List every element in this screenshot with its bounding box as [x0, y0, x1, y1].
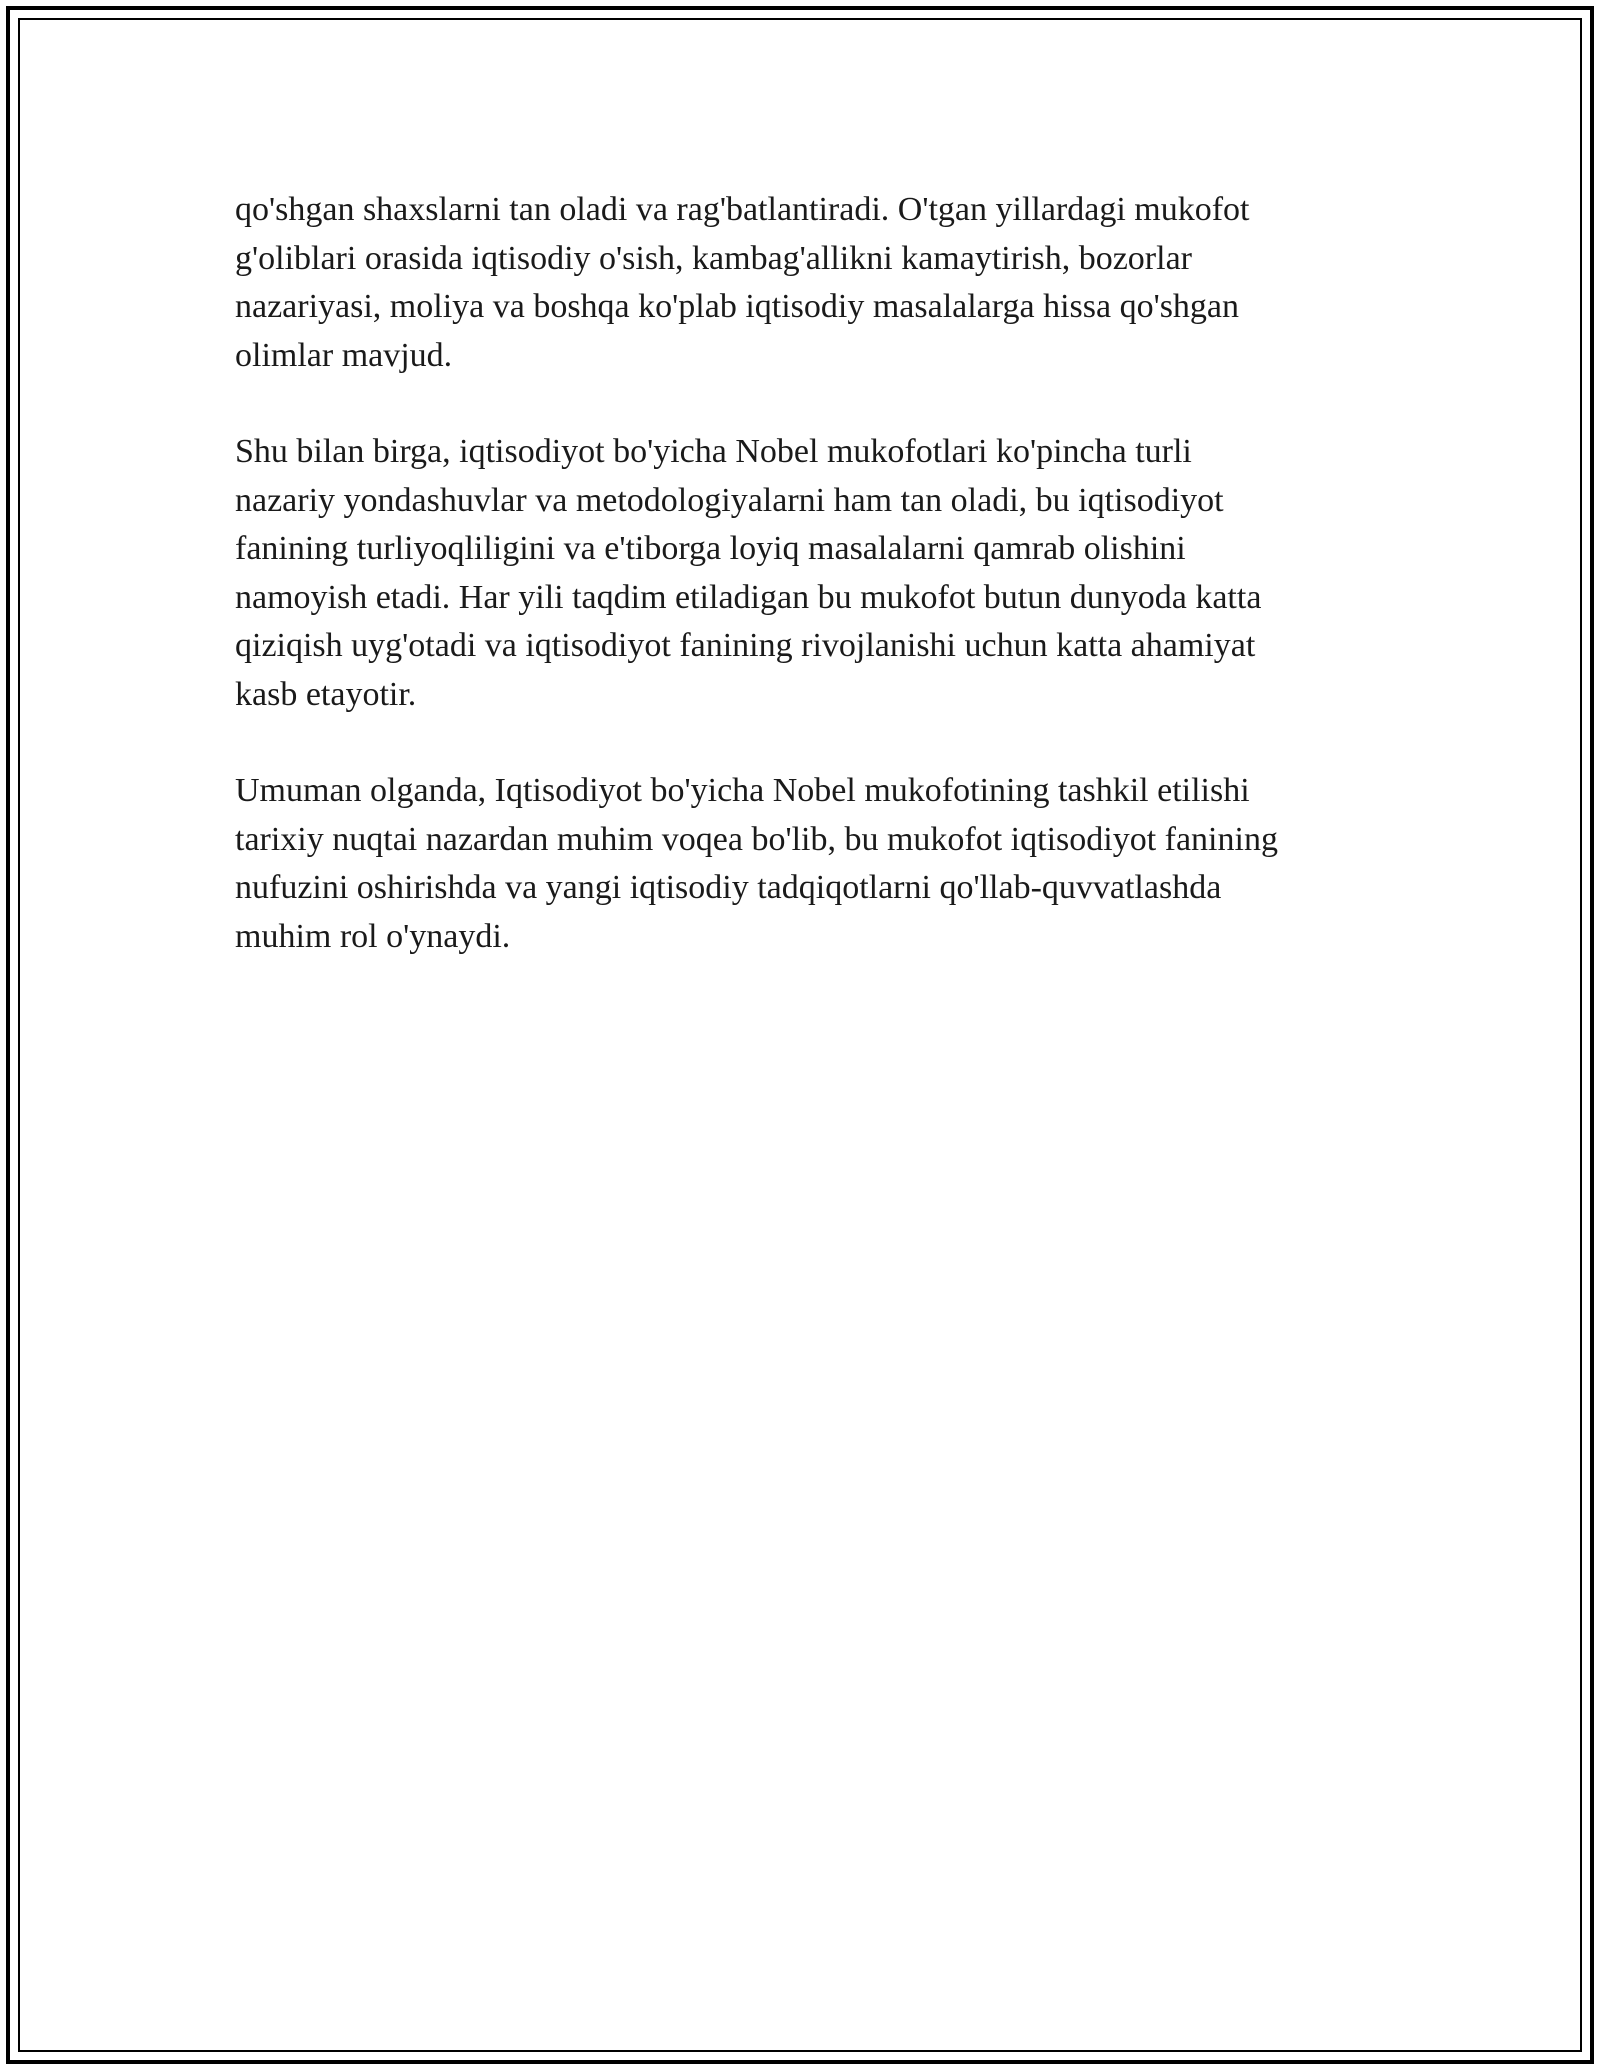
document-body	[235, 186, 1385, 1009]
paragraph-1: qo'shgan shaxslarni tan oladi va rag'batlantiradi. O'tgan yillardagi mukofot g'oliblari orasida iqtisodiy o'sish, kambag'allikni kamaytirish, bozorlar nazariyasi, moliya va boshqa ko'plab iqtisodiy masalalarga hissa qo'shgan olimlar mavjud.	[235, 191, 1250, 374]
paragraph-2: Shu bilan birga, iqtisodiyot bo'yicha Nobel mukofotlari ko'pincha turli nazariy yondashuvlar va metodologiyalarni ham tan oladi, bu iqtisodiyot fanining turliyoqliligini va e'tiborga loyiq masalalarni qamrab olishini namoyish etadi. Har yili taqdim etiladigan bu mukofot butun dunyoda katta qiziqish uyg'otadi va iqtisodiyot fanining rivojlanishi uchun katta ahamiyat kasb etayotir.	[235, 433, 1262, 713]
paragraph-3: Umuman olganda, Iqtisodiyot bo'yicha Nobel mukofotining tashkil etilishi tarixiy nuqtai nazardan muhim voqea bo'lib, bu mukofot iqtisodiyot fanining nufuzini oshirishda va yangi iqtisodiy tadqiqotlarni qo'llab-quvvatlashda muhim rol o'ynaydi.	[235, 772, 1278, 955]
